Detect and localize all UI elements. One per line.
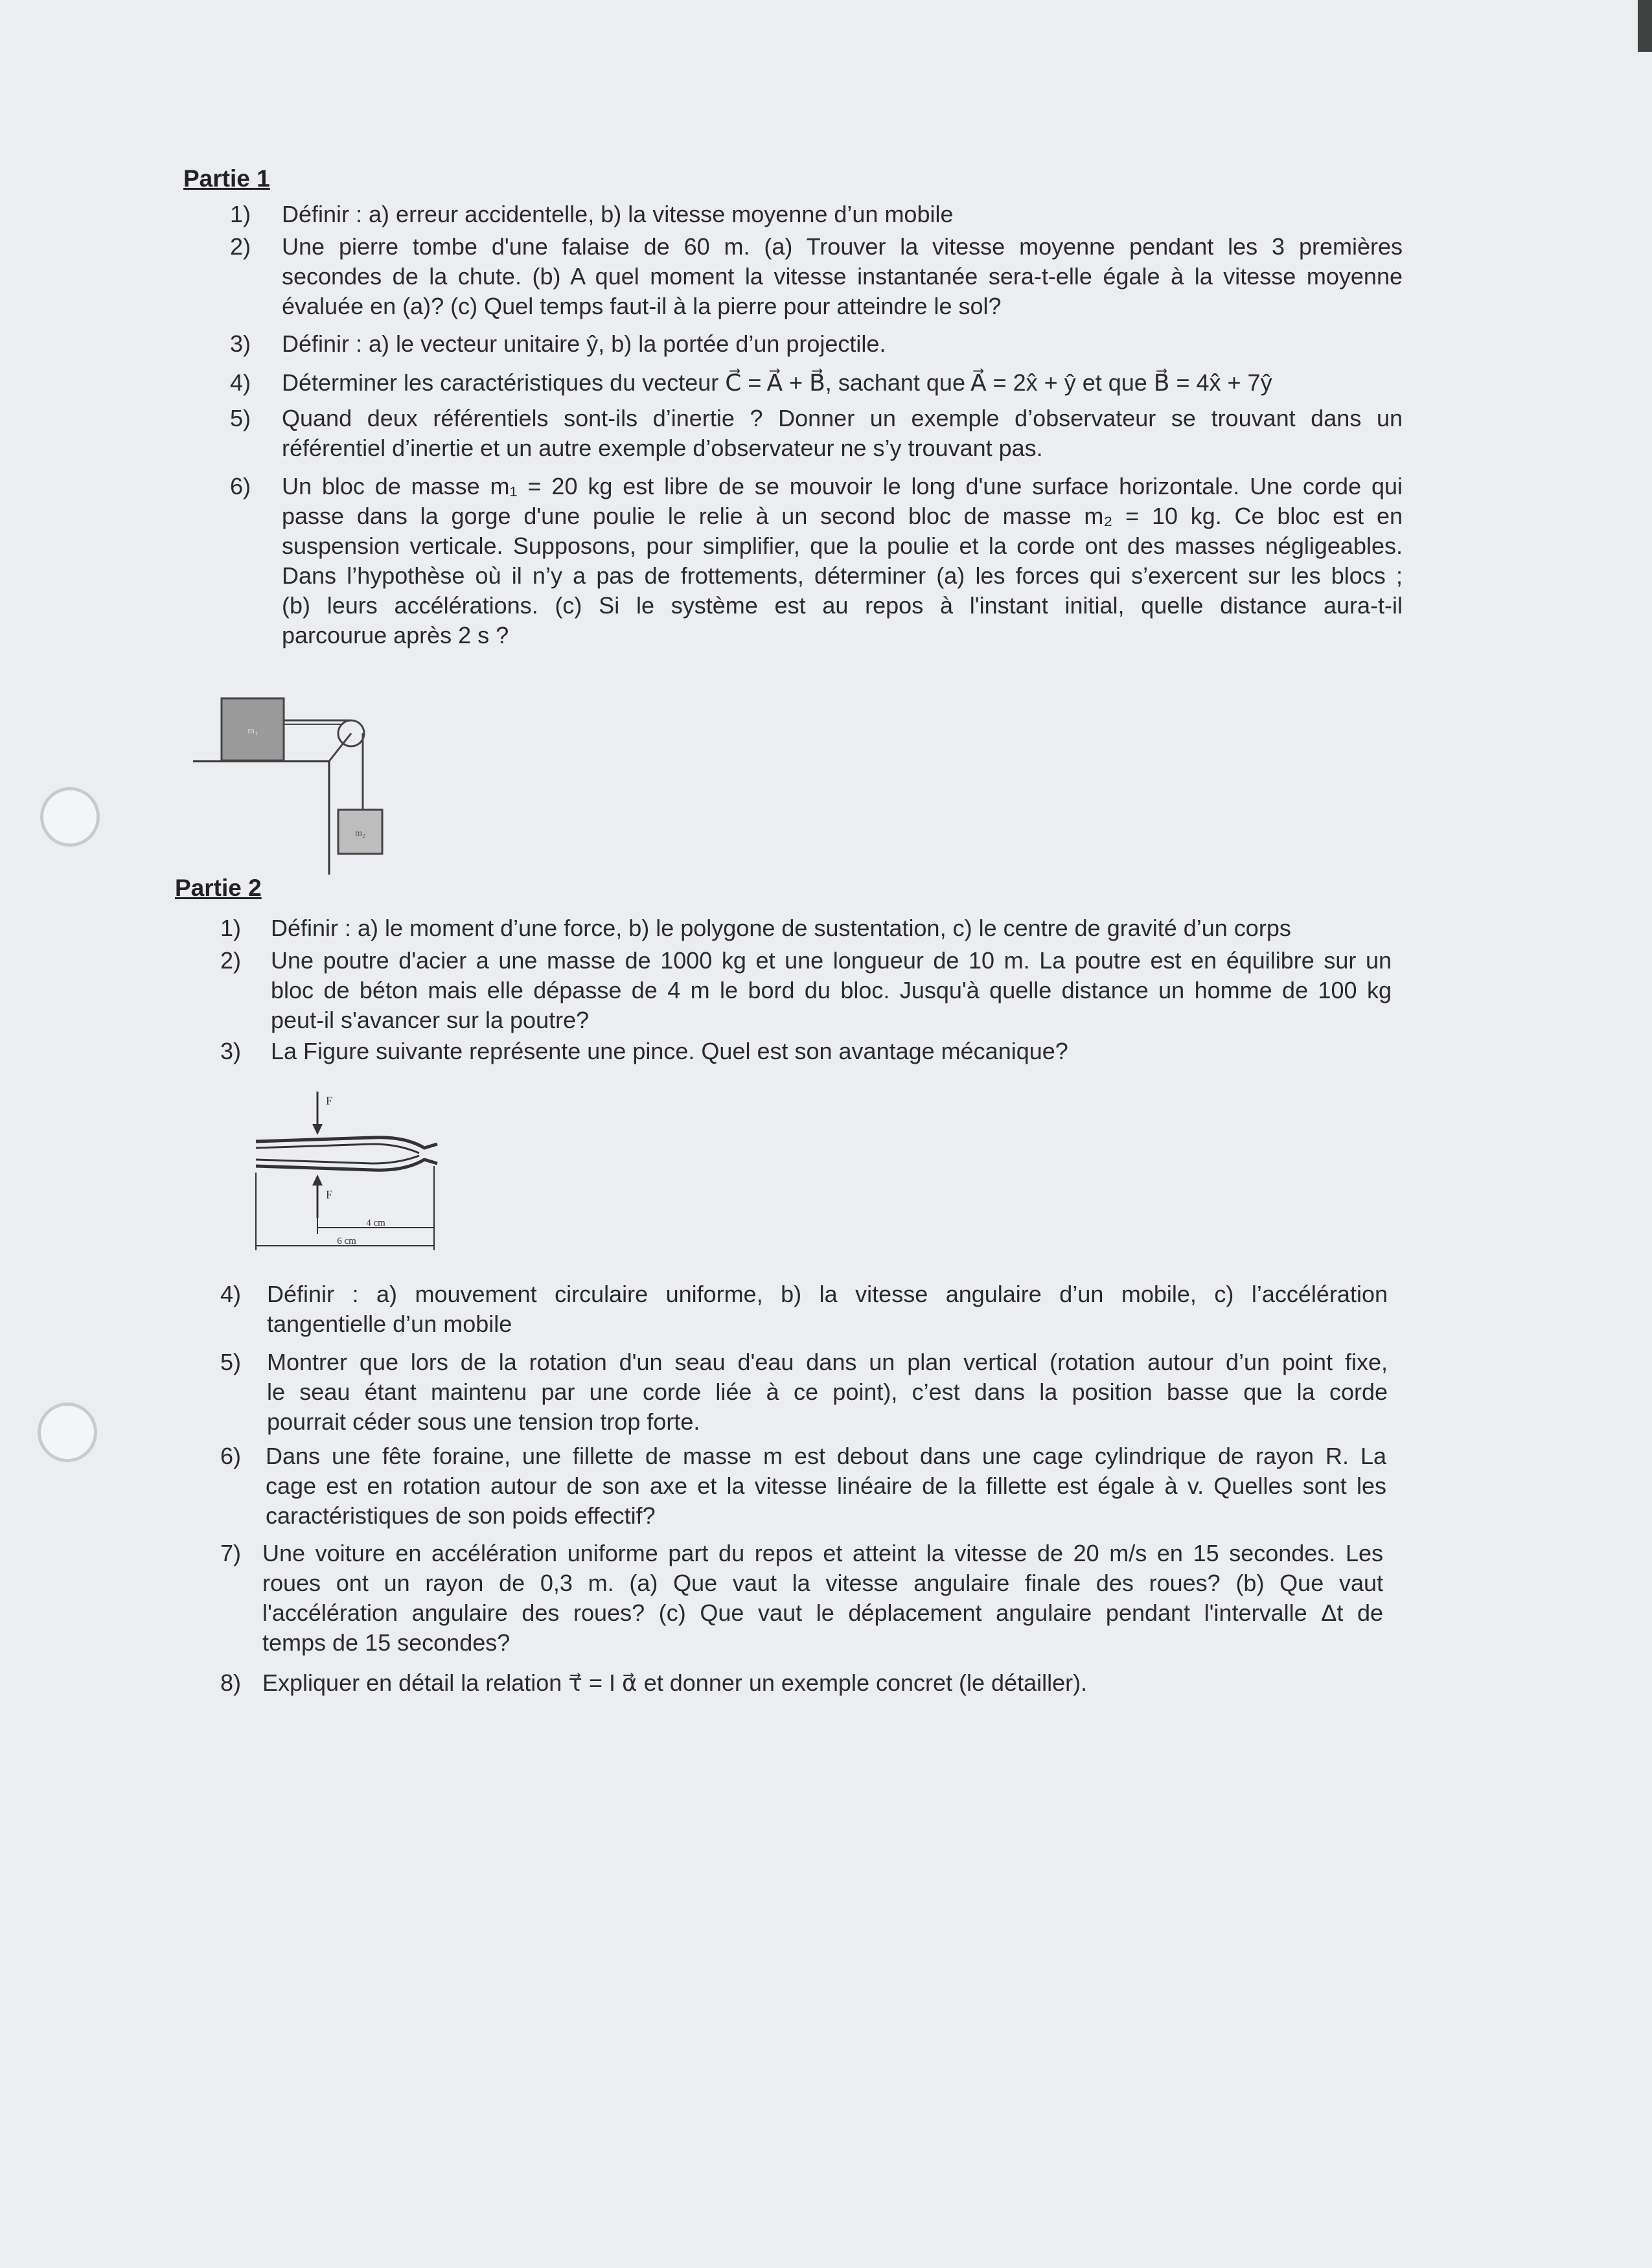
question-number: 1)	[230, 201, 251, 227]
question-number: 8)	[220, 1669, 242, 1696]
partie1-title: Partie 1	[183, 165, 270, 192]
question-number: 3)	[230, 330, 251, 357]
question-text-line: secondes de la chute. (b) A quel moment la vitesse instantanée sera-t-elle égale à la vitesse moyenne	[282, 263, 1403, 290]
question-text-line: peut-il s'avancer sur la poutre?	[271, 1007, 590, 1033]
force-top-label: F	[326, 1094, 333, 1107]
question-text-line: pourrait céder sous une tension trop forte.	[267, 1408, 700, 1435]
question-text-line: Une pierre tombe d'une falaise de 60 m. (a) Trouver la vitesse moyenne pendant les 3 premières	[282, 233, 1403, 260]
question-text-line: Déterminer les caractéristiques du vecteur C⃗ = A⃗ + B⃗, sachant que A⃗ = 2x̂ + ŷ et que B⃗ = 4x̂ + 7ŷ	[282, 369, 1272, 396]
tongs-figure	[249, 1088, 444, 1263]
question-text-line: Dans l’hypothèse où il n’y a pas de frottements, déterminer (a) les forces qui s’exercent sur les blocs ;	[282, 562, 1403, 589]
question-number: 5)	[220, 1349, 242, 1375]
question-number: 4)	[230, 369, 251, 396]
question-number: 5)	[230, 405, 251, 431]
question-text-line: Un bloc de masse m₁ = 20 kg est libre de se mouvoir le long d'une surface horizontale. Une corde qui	[282, 473, 1403, 499]
question-text-line: parcourue après 2 s ?	[282, 622, 509, 648]
question-text-line: Définir : a) le moment d’une force, b) le polygone de sustentation, c) le centre de gravité d’un corps	[271, 915, 1291, 941]
question-text-line: tangentielle d’un mobile	[267, 1311, 512, 1337]
block-m2-label: m₂	[355, 829, 365, 838]
scan-edge-mark	[1638, 0, 1652, 52]
question-text-line: l'accélération angulaire des roues? (c) Que vaut le déplacement angulaire pendant l'intervalle Δt de	[262, 1599, 1383, 1626]
question-text-line: caractéristiques de son poids effectif?	[266, 1502, 656, 1529]
question-number: 1)	[220, 915, 242, 941]
question-text-line: Définir : a) le vecteur unitaire ŷ, b) la portée d’un projectile.	[282, 330, 886, 357]
question-number: 6)	[220, 1443, 242, 1469]
question-text-line: référentiel d’inertie et un autre exemple d’observateur ne s’y trouvant pas.	[282, 435, 1043, 461]
question-text-line: temps de 15 secondes?	[262, 1629, 511, 1656]
force-bottom-label: F	[326, 1188, 333, 1201]
question-text-line: La Figure suivante représente une pince. Quel est son avantage mécanique?	[271, 1038, 1068, 1064]
question-text-line: cage est en rotation autour de son axe et la vitesse linéaire de la fillette est égale à v. Quelles sont les	[266, 1472, 1386, 1499]
dim-outer-label: 6 cm	[337, 1236, 356, 1246]
question-text-line: Définir : a) erreur accidentelle, b) la vitesse moyenne d’un mobile	[282, 201, 954, 227]
question-number: 4)	[220, 1281, 242, 1307]
question-text-line: évaluée en (a)? (c) Quel temps faut-il à la pierre pour atteindre le sol?	[282, 293, 1002, 319]
question-text-line: Montrer que lors de la rotation d'un seau d'eau dans un plan vertical (rotation autour d’un point fixe,	[267, 1349, 1388, 1375]
block-m1-label: m₁	[247, 726, 258, 736]
question-text-line: (b) leurs accélérations. (c) Si le système est au repos à l'instant initial, quelle distance aura-t-il	[282, 592, 1403, 619]
question-number: 2)	[220, 947, 242, 974]
question-number: 3)	[220, 1038, 242, 1064]
question-text-line: Dans une fête foraine, une fillette de masse m est debout dans une cage cylindrique de rayon R. La	[266, 1443, 1386, 1469]
question-text-line: le seau étant maintenu par une corde liée à ce point), c’est dans la position basse que la corde	[267, 1379, 1388, 1405]
question-text-line: suspension verticale. Supposons, pour simplifier, que la poulie et la corde ont des masses négligeables.	[282, 533, 1403, 559]
punch-hole-top	[40, 787, 100, 847]
punch-hole-bottom	[38, 1403, 97, 1462]
question-number: 6)	[230, 473, 251, 499]
pulley-figure	[188, 687, 408, 881]
question-text-line: Une voiture en accélération uniforme part du repos et atteint la vitesse de 20 m/s en 15 secondes. Les	[262, 1540, 1383, 1566]
question-number: 2)	[230, 233, 251, 260]
dim-inner-label: 4 cm	[366, 1218, 385, 1228]
partie2-title: Partie 2	[175, 875, 262, 901]
question-text-line: Une poutre d'acier a une masse de 1000 kg et une longueur de 10 m. La poutre est en équilibre sur un	[271, 947, 1392, 974]
question-text-line: bloc de béton mais elle dépasse de 4 m le bord du bloc. Jusqu'à quelle distance un homme de 100 kg	[271, 977, 1392, 1003]
question-text-line: passe dans la gorge d'une poulie le relie à un second bloc de masse m₂ = 10 kg. Ce bloc est en	[282, 503, 1403, 529]
question-number: 7)	[220, 1540, 242, 1566]
question-text-line: Expliquer en détail la relation τ⃗ = I α⃗ et donner un exemple concret (le détailler).	[262, 1669, 1088, 1696]
question-text-line: Quand deux référentiels sont-ils d’inertie ? Donner un exemple d’observateur se trouvant dans un	[282, 405, 1403, 431]
question-text-line: Définir : a) mouvement circulaire uniforme, b) la vitesse angulaire d’un mobile, c) l’accélération	[267, 1281, 1388, 1307]
question-text-line: roues ont un rayon de 0,3 m. (a) Que vaut la vitesse angulaire finale des roues? (b) Que vaut	[262, 1570, 1383, 1596]
